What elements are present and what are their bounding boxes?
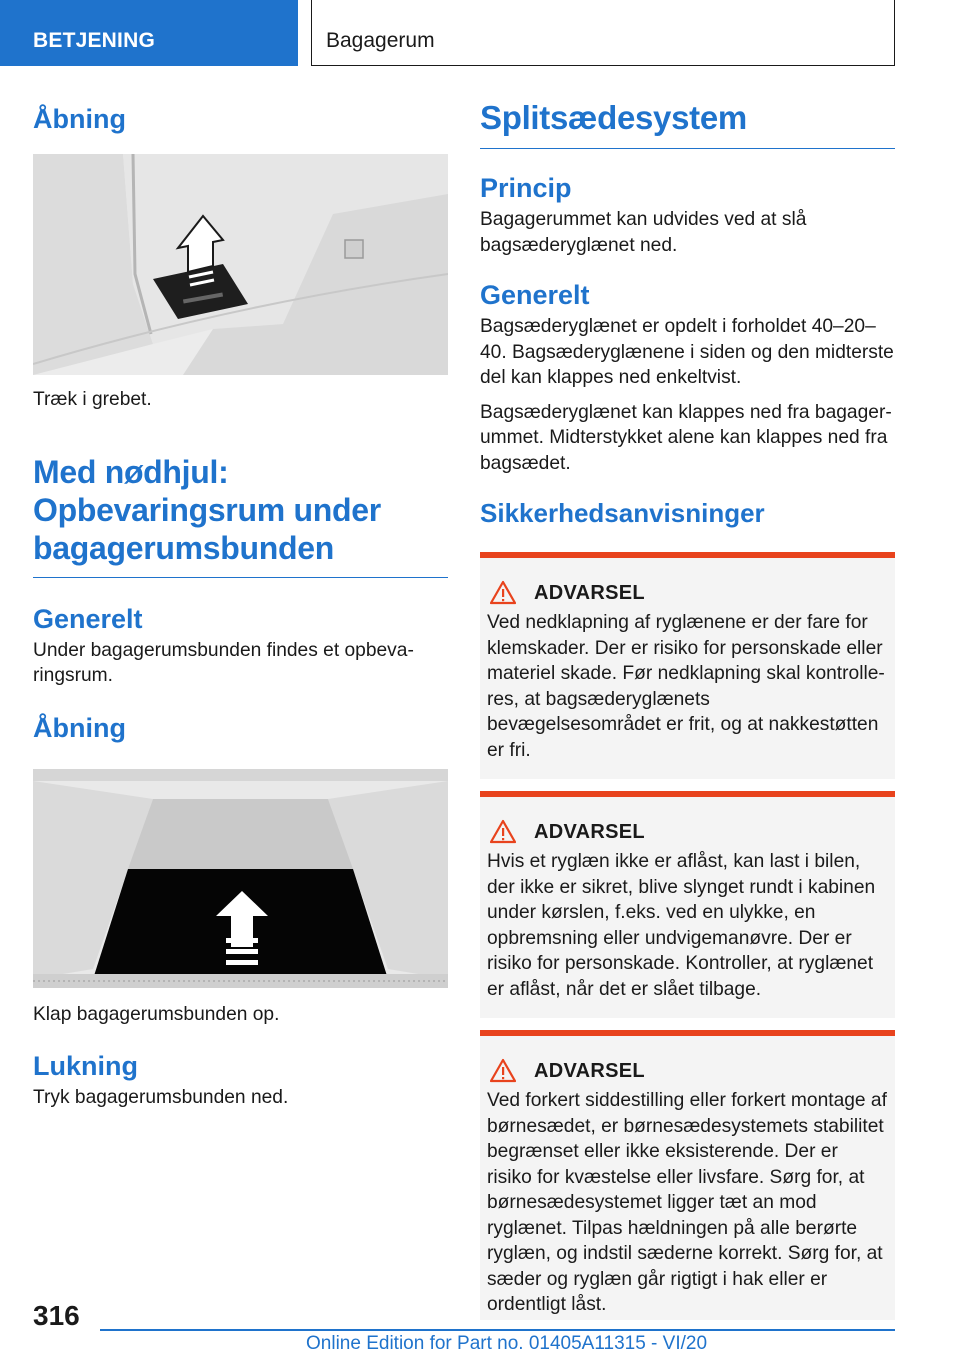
- left-column: [33, 96, 448, 1111]
- text-principle: Bagagerummet kan udvides ved at slå bagsæderyglænet ned.: [480, 209, 807, 256]
- trunk-floor-illustration: [33, 769, 448, 988]
- heading-safety: Sikkerhedsanvisninger: [480, 498, 765, 528]
- warning-text: Ved nedklapning af ryglænene er der fare for klemskader. Der er risiko for personskade eller materiel skade. Før nedklapning skal kontrolleres, at bagsæderyglænets bevægelsesområdet er frit, og at nakkestøtten er fri.: [487, 612, 885, 761]
- edition-link[interactable]: Online Edition for Part no. 01405A11315 - VI/20: [306, 1333, 708, 1354]
- text-closing: Tryk bagagerumsbunden ned.: [33, 1087, 289, 1108]
- page-number: 316: [33, 1300, 80, 1331]
- text-general-right-1: Bagsæderyglænet er opdelt i forholdet 40–20–40. Bagsæderyglænene i siden og den midterste del kan klappes ned enkeltvist.: [480, 316, 894, 388]
- warning-header: [487, 817, 887, 847]
- warning-triangle-icon: [490, 819, 516, 845]
- heading-principle: Princip: [480, 173, 572, 203]
- heading-general-right: Generelt: [480, 280, 590, 310]
- warning-box-3: [480, 1030, 895, 1320]
- text-general-right-2: Bagsæderyglænet kan klappes ned fra bagagerummet. Midterstykket alene kan klappes ned fra bagsædet.: [480, 401, 892, 474]
- page-header: [0, 0, 960, 66]
- trunk-handle-illustration: [33, 154, 448, 375]
- warning-header: [487, 578, 887, 608]
- section-label: BETJENING: [33, 29, 155, 52]
- warning-triangle-icon: [490, 580, 516, 606]
- chapter-title-box: [311, 0, 895, 66]
- caption-pull-handle: Træk i grebet.: [33, 389, 152, 410]
- text-general-left: Under bagagerumsbunden findes et opbevaringsrum.: [33, 639, 414, 686]
- warning-label: ADVARSEL: [534, 581, 645, 604]
- footer-divider: [100, 1329, 895, 1331]
- section-tab: [0, 0, 298, 66]
- warning-text: Ved forkert siddestilling eller forkert montage af børnesædet, er børnesædesystemets stabilitet begrænset eller ikke eksisterende. Der er risiko for kvæstelse eller livsfare. Sørg for, at børnesædesystemet ligger tæt an mod ryglænet. Tilpas hældningen på alle berørte ryglæn, og indstil sæderne korrekt. Sørg for, at sæder og ryglæn går rigtigt i hak eller er ordentligt låst.: [487, 1090, 887, 1315]
- heading-opening-1: Åbning: [33, 104, 126, 134]
- heading-opening-2: Åbning: [33, 712, 126, 743]
- chapter-title: Bagagerum: [326, 29, 435, 52]
- heading-spare-wheel-storage: Med nødhjul: Opbevaringsrum under bagagerumsbunden: [33, 453, 448, 578]
- warning-box-2: [480, 791, 895, 1018]
- heading-general-left: Generelt: [33, 603, 143, 634]
- warning-label: ADVARSEL: [534, 1059, 645, 1082]
- right-column: [480, 96, 895, 1320]
- heading-split-seat-system: Splitsædesystem: [480, 96, 895, 149]
- heading-closing: Lukning: [33, 1051, 138, 1081]
- warning-header: [487, 1056, 887, 1086]
- warning-label: ADVARSEL: [534, 820, 645, 843]
- photo-trunk-handle: [33, 154, 448, 375]
- photo-trunk-floor: [33, 769, 448, 988]
- warning-box-1: [480, 552, 895, 779]
- caption-lift-floor: Klap bagagerumsbunden op.: [33, 1003, 280, 1025]
- warning-triangle-icon: [490, 1058, 516, 1084]
- warning-text: Hvis et ryglæn ikke er aflåst, kan last i bilen, der ikke er sikret, blive slynget rundt i kabinen under kørslen, f.eks. ved en ulykke, en opbremsning eller undvigemanøvre. Der er risiko for personskade. Kontroller, at ryglænet er aflåst, når det er slået tilbage.: [487, 851, 876, 1000]
